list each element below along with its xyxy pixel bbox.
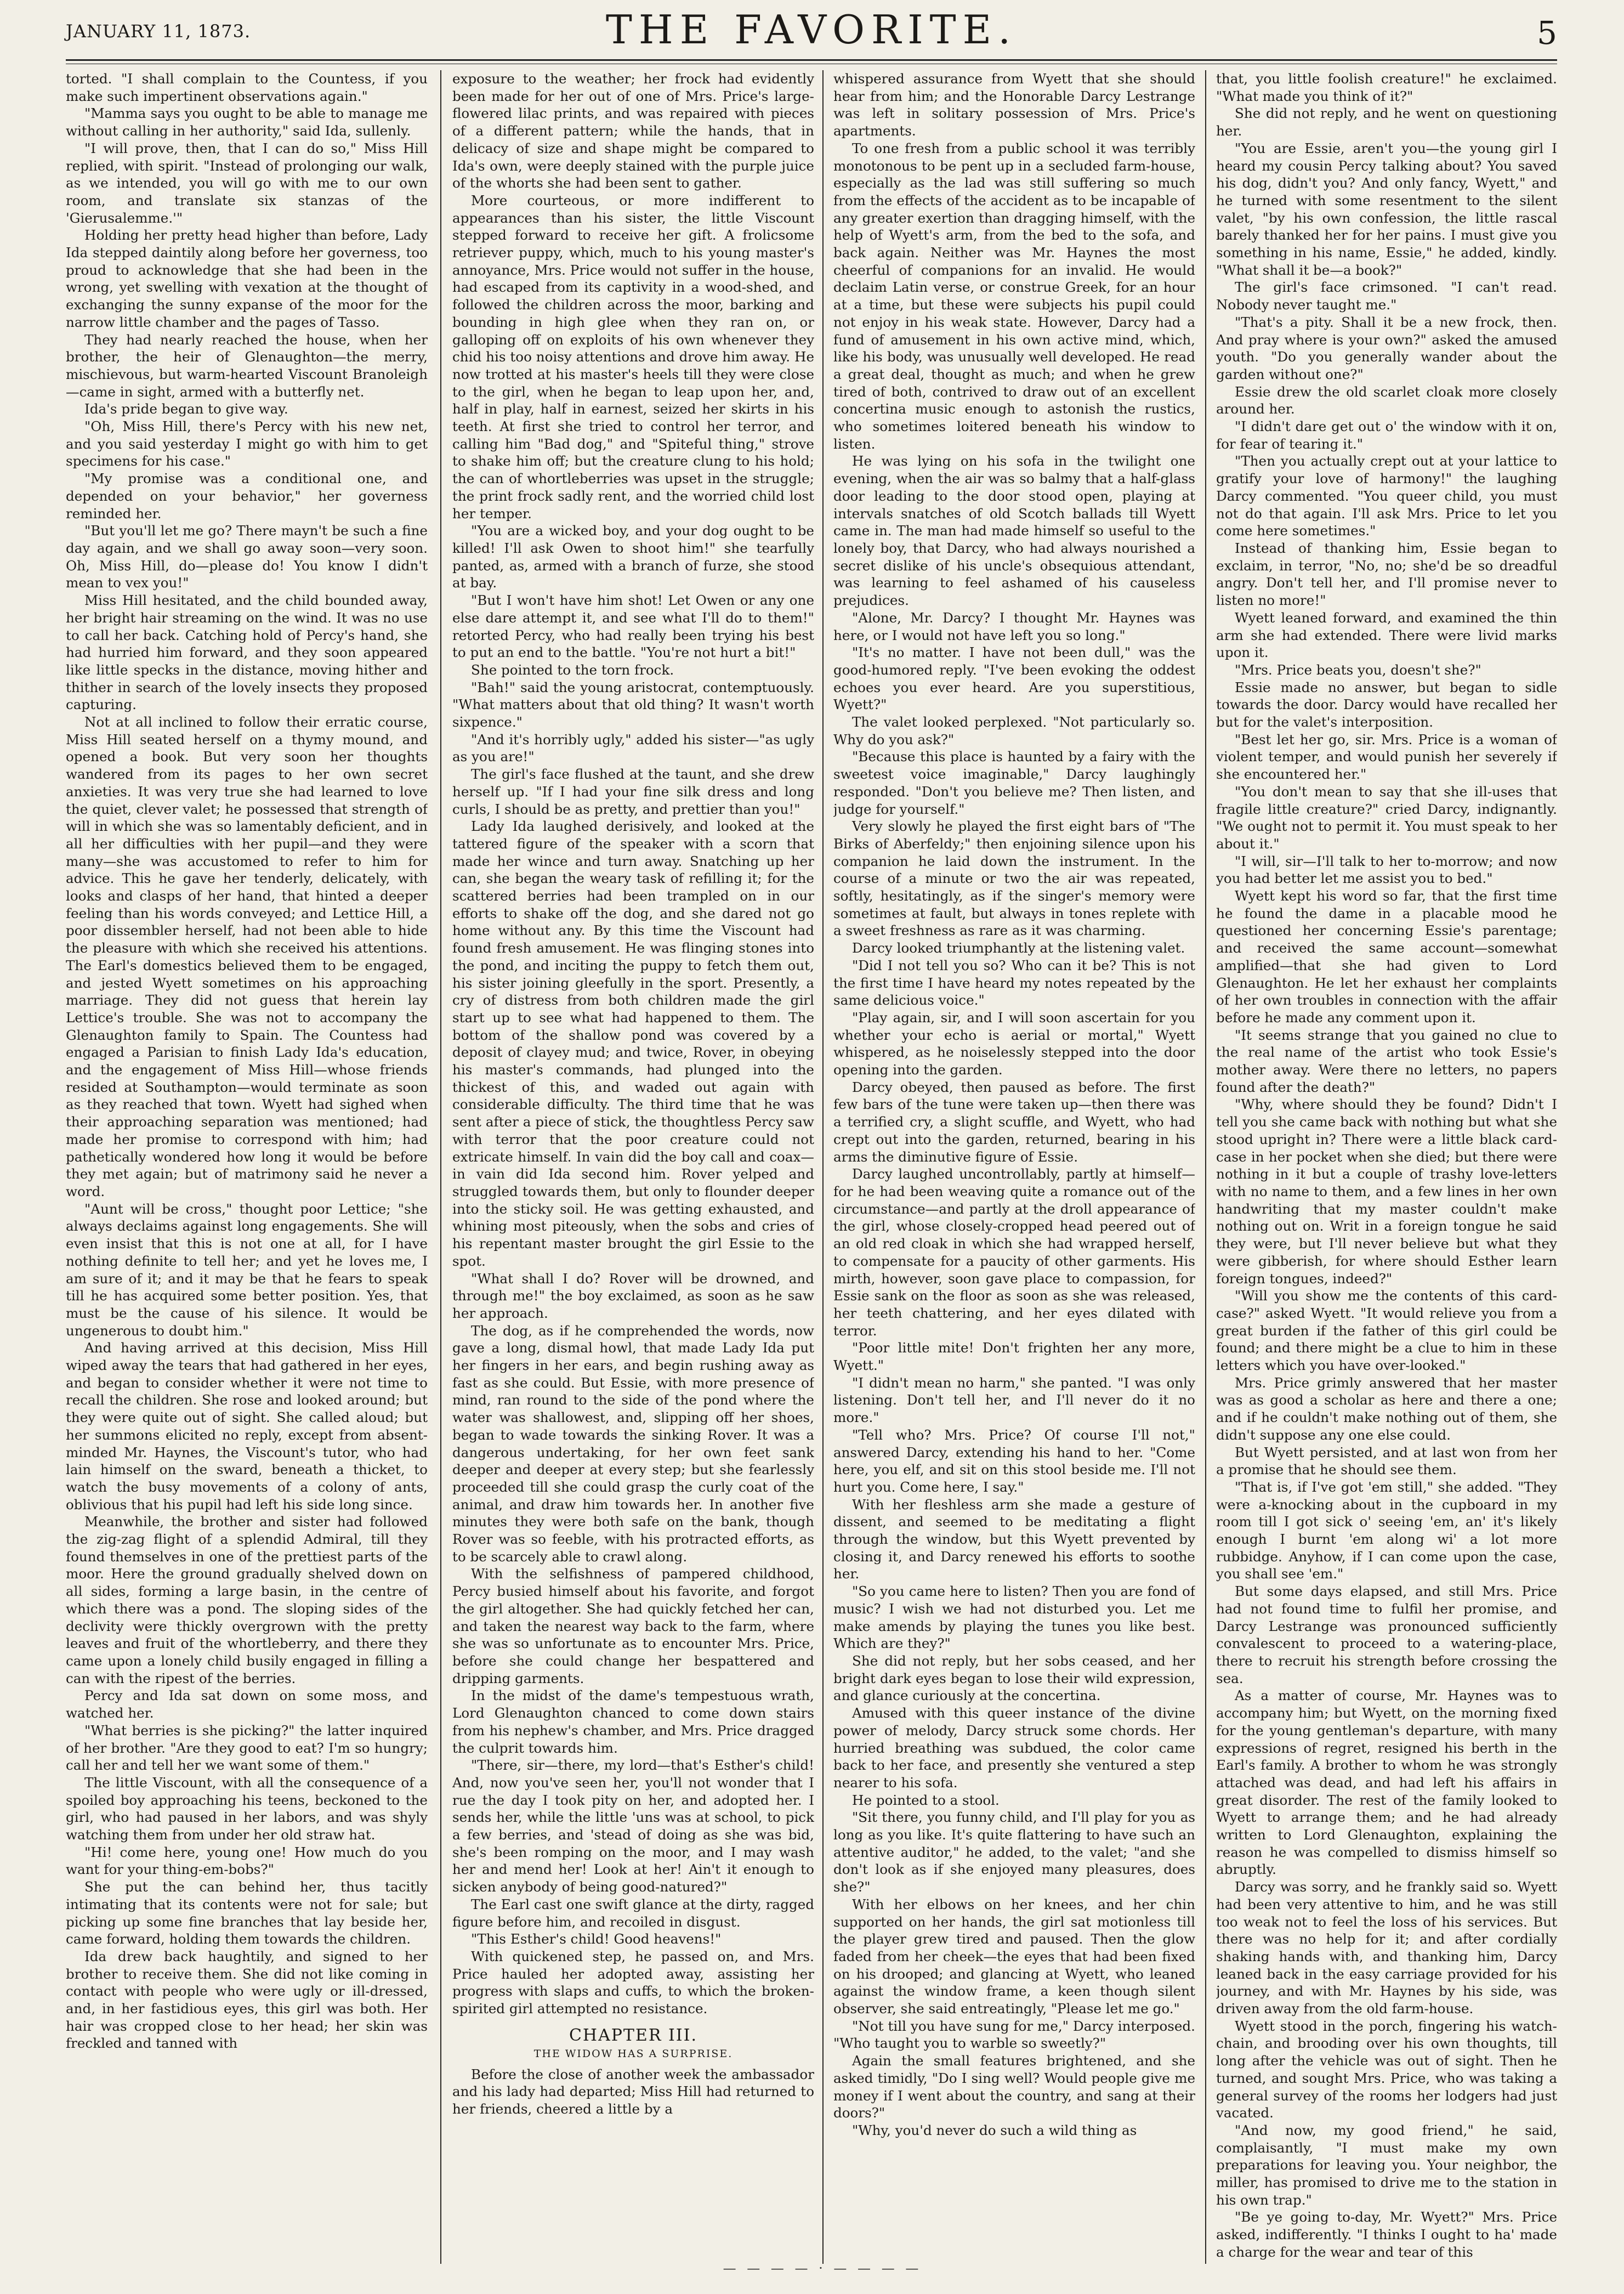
- paragraph: "But you'll let me go? There mayn't be such a fine day again, and we shall go away soon—very soon. Oh, Miss Hill, do—please do! You know I didn't mean to vex you!": [66, 523, 428, 591]
- paragraph: To one fresh from a public school it was terribly monotonous to be pent up in a secluded farm-house, especially as the lad was still suffering so much from the effects of the accident as to be incapable of any greater exertion than dragging himself, with the help of Wyett's arm, from the bed to the sofa, and back again. Neither was Mr. Haynes the most cheerful of companions for an invalid. He would declaim Latin verse, or construe Greek, for an hour at a time, but these were subjects his pupil could not enjoy in his weak state. However, Darcy had a fund of amusement in his own active mind, which, like his body, was unusually well developed. He read a great deal, thought as much; and when he grew tired of both, contrived to draw out of an excellent concertina music enough to astonish the rustics, who sometimes loitered beneath his window to listen.: [833, 140, 1195, 452]
- paragraph: The dog, as if he comprehended the words, now gave a long, dismal howl, that made Lady Ida put her fingers in her ears, and begin rushing away as fast as she could. But Essie, with more presence of mind, ran round to the side of the pond where the water was shallowest, and, slipping off her shoes, began to wade towards the sinking Rover. It was a dangerous undertaking, for her own feet sank deeper and deeper at every step; but she fearlessly proceeded till she could grasp the curly coat of the animal, and draw him towards her. In another five minutes they were both safe on the bank, though Rover was so feeble, with his protracted efforts, as to be scarcely able to crawl along.: [452, 1322, 814, 1565]
- paragraph: "I didn't dare get out o' the window with it on, for fear of tearing it.": [1216, 418, 1557, 452]
- paragraph: that, you little foolish creature!" he exclaimed. "What made you think of it?": [1216, 71, 1557, 104]
- paragraph: whispered assurance from Wyett that she should hear from him; and the Honorable Darcy Lestrange was left in solitary possession of Mrs. Price's apartments.: [833, 71, 1195, 139]
- paragraph: "That is, if I've got 'em still," she added. "They were a-knocking about in the cupboard in my room till I got sick o' seeing 'em, an' it's likely enough I burnt 'em along wi' a lot more rubbidge. Anyhow, if I can come upon the case, you shall see 'em.": [1216, 1479, 1557, 1582]
- paragraph: "You don't mean to say that she ill-uses that fragile little creature?" cried Darcy, indignantly. "We ought not to permit it. You must speak to her about it.": [1216, 783, 1557, 852]
- chapter-heading: CHAPTER III.: [569, 2025, 698, 2045]
- paragraph: But Wyett persisted, and at last won from her a promise that he should see them.: [1216, 1444, 1557, 1478]
- paragraph: Miss Hill hesitated, and the child bounded away, her bright hair streaming on the wind. It was no use to call her back. Catching hold of Percy's hand, she had hurried him forward, and they soon appeared like little specks in the distance, moving hither and thither in search of the lovely insects they proposed capturing.: [66, 592, 428, 713]
- paragraph: "Hi! come here, young one! How much do you want for your thing-em-bobs?": [66, 1844, 428, 1878]
- paragraph: Very slowly he played the first eight bars of "The Birks of Aberfeldy;" then enjoining silence upon his companion he laid down the instrument. In the course of a minute or two the air was repeated, softly, hesitatingly, as if the singer's memory were sometimes at fault, but always in tones replete with a sweet freshness as rare as it was charming.: [833, 818, 1195, 939]
- paragraph: "There, sir—there, my lord—that's Esther's child! And, now you've seen her, you'll not wonder that I rue the day I took pity on her, and adopted her. I sends her, while the little 'uns was at school, to pick a few berries, and 'stead of doing as she was bid, she's been romping on the moor, and I may wash her and mend her! Look at her! Ain't it enough to sicken anybody of being good-natured?": [452, 1757, 814, 1895]
- paragraph: "Not till you have sung for me," Darcy interposed. "Who taught you to warble so sweetly?": [833, 2018, 1195, 2052]
- paragraph: With her fleshless arm she made a gesture of dissent, and seemed to be meditating a flight through the window, but this Wyett prevented by closing it, and Darcy renewed his efforts to soothe her.: [833, 1496, 1195, 1582]
- paragraph: "Because this place is haunted by a fairy with the sweetest voice imaginable," Darcy laughingly responded. "Don't you believe me? Then listen, and judge for yourself.": [833, 749, 1195, 817]
- paragraph: "Mrs. Price beats you, doesn't she?": [1235, 661, 1481, 678]
- paper-title: THE FAVORITE.: [605, 7, 1018, 53]
- paragraph: She put the can behind her, thus tacitly intimating that its contents were not for sale; but picking up some fine branches that lay beside her, came forward, holding them towards the children.: [66, 1879, 428, 1947]
- paragraph: "Did I not tell you so? Who can it be? This is not the first time I have heard my notes repeated by the same delicious voice.": [833, 957, 1195, 1009]
- column-divider: [1205, 70, 1206, 2264]
- paragraph: She did not reply, but her sobs ceased, and her bright dark eyes began to lose their wild expression, and glance curiously at the concertina.: [833, 1652, 1195, 1704]
- column-divider: [440, 70, 441, 2264]
- columns: [66, 70, 1557, 2275]
- paragraph: As a matter of course, Mr. Haynes was to accompany him; but Wyett, on the morning fixed for the young gentleman's departure, with many expressions of regret, resigned his berth in the Earl's family. A brother to whom he was strongly attached was dead, and had left his affairs in great disorder. The rest of the family looked to Wyett to arrange them; and he had already written to Lord Glenaughton, explaining the reason he was compelled to dismiss himself so abruptly.: [1216, 1687, 1557, 1878]
- paragraph: And having arrived at this decision, Miss Hill wiped away the tears that had gathered in her eyes, and began to consider whether it were not time to recall the children. She rose and looked around; but they were quite out of sight. She called aloud; but her summons elicited no reply, except from absent-minded Mr. Haynes, the Viscount's tutor, who had lain himself on the sward, beneath a thicket, to watch the busy movements of a colony of ants, oblivious that his pupil had left his side long since.: [66, 1340, 428, 1513]
- paragraph: The little Viscount, with all the consequence of a spoiled boy approaching his teens, beckoned to the girl, who had paused in her labors, and was shyly watching them from under her old straw hat.: [66, 1774, 428, 1843]
- paragraph: "Alone, Mr. Darcy? I thought Mr. Haynes was here, or I would not have left you so long.": [833, 609, 1195, 643]
- paragraph: Not at all inclined to follow their erratic course, Miss Hill seated herself on a thymy mound, and opened a book. But very soon her thoughts wandered from its pages to her own secret anxieties. It was very true she had learned to love the quiet, clever valet; he possessed that strength of will in which she was so lamentably deficient, and in all her difficulties with her pupil—and they were many—she was accustomed to refer to him for advice. This he gave her tenderly, delicately, with looks and clasps of her hand, that hinted a deeper feeling than his words conveyed; and Lettice Hill, a poor dissembler herself, had not been able to hide the pleasure with which she received his attentions. The Earl's domestics believed them to be engaged, and jested Wyett sometimes on his approaching marriage. They did not guess that herein lay Lettice's trouble. She was not to accompany the Glenaughton family to Spain. The Countess had engaged a Parisian to finish Lady Ida's education, and the engagement of Miss Hill—whose friends resided at Southampton—would terminate as soon as they reached that town. Wyett had sighed when their approaching separation was mentioned; had made her promise to correspond with him; had pathetically wondered how long it would be before they met again; but of matrimony said he never a word.: [66, 714, 428, 1199]
- paragraph: With quickened step, he passed on, and Mrs. Price hauled her adopted away, assisting her progress with slaps and cuffs, to which the broken-spirited girl attempted no resistance.: [452, 1948, 814, 2017]
- column-divider: [822, 70, 824, 2264]
- paragraph: "And it's horribly ugly," added his sister—"as ugly as you are!": [452, 731, 814, 765]
- column-2: [452, 70, 814, 2275]
- paragraph: The girl's face crimsoned. "I can't read. Nobody never taught me.": [1216, 279, 1557, 313]
- paragraph: "Will you show me the contents of this card-case?" asked Wyett. "It would relieve you from a great burden if the father of this girl could be found; and there might be a clue to him in these letters which you have over-looked.": [1216, 1288, 1557, 1374]
- paragraph: "That's a pity. Shall it be a new frock, then. And pray where is your own?" asked the amused youth. "Do you generally wander about the garden without one?": [1216, 314, 1557, 382]
- paragraph: Darcy obeyed, then paused as before. The first few bars of the tune were taken up—then there was a terrified cry, a slight scuffle, and Wyett, who had crept out into the garden, returned, bearing in his arms the diminutive figure of Essie.: [833, 1079, 1195, 1165]
- paragraph: "I didn't mean no harm," she panted. "I was only listening. Don't tell her, and I'll never do it no more.": [833, 1374, 1195, 1426]
- paragraph: "Sit there, you funny child, and I'll play for you as long as you like. It's quite flattering to have such an attentive auditor," he added, to the valet; "and she don't look as if she enjoyed many pleasures, does she?": [833, 1809, 1195, 1895]
- paragraph: Amused with this queer instance of the divine power of melody, Darcy struck some chords. Her hurried breathing was subdued, the color came back to her face, and presently she ventured a step nearer to his sofa.: [833, 1705, 1195, 1791]
- paragraph: Percy and Ida sat down on some moss, and watched her.: [66, 1687, 428, 1721]
- issue-date: JANUARY 11, 1873.: [66, 21, 251, 42]
- paragraph: "And now, my good friend," he said, complaisantly, "I must make my own preparations for leaving you. Your neighbor, the miller, has promised to drive me to the station in his own trap.": [1216, 2122, 1557, 2208]
- paragraph: exposure to the weather; her frock had evidently been made for her out of one of Mrs. Price's large-flowered lilac prints, and was repaired with pieces of a different pattern; while the hands, that in delicacy of size and shape might be compared to Ida's own, were deeply stained with the purple juice of the whorts she had been sent to gather.: [452, 71, 814, 191]
- paragraph: "I will prove, then, that I can do so," Miss Hill replied, with spirit. "Instead of prolonging our walk, as we intended, you will go with me to our own room, and translate six stanzas of the 'Gierusalemme.'": [66, 140, 428, 226]
- chapter-subheading: THE WIDOW HAS A SURPRISE.: [533, 2047, 733, 2060]
- paragraph: "But I won't have him shot! Let Owen or any one else dare attempt it, and see what I'll do to them!" retorted Percy, who had really been trying his best to put an end to the battle. "You're not hurt a bit!": [452, 592, 814, 661]
- paragraph: Essie drew the old scarlet cloak more closely around her.: [1216, 383, 1557, 417]
- paragraph: Wyett kept his word so far, that the first time he found the dame in a placable mood he questioned her concerning Essie's parentage; and received the same account—somewhat amplified—that she had given to Lord Glenaughton. He let her exhaust her complaints of her own troubles in connection with the affair before he made any comment upon it.: [1216, 888, 1557, 1026]
- paragraph: torted. "I shall complain to the Countess, if you make such impertinent observations again.": [66, 71, 428, 104]
- column-3: [833, 70, 1195, 2275]
- paragraph: "So you came here to listen? Then you are fond of music? I wish we had not disturbed you. Let me make amends by playing the tunes you like best. Which are they?": [833, 1583, 1195, 1652]
- paragraph: "Mamma says you ought to be able to manage me without calling in her authority," said Ida, sullenly.: [66, 105, 428, 139]
- paragraph: She did not reply, and he went on questioning her.: [1216, 105, 1557, 139]
- paragraph: "Bah!" said the young aristocrat, contemptuously. "What matters about that old thing? It wasn't worth sixpence.": [452, 679, 814, 730]
- paragraph: Lady Ida laughed derisively, and looked at the tattered figure of the speaker with a scorn that made her wince and turn away. Snatching up her can, she began the weary task of refilling it; for the scattered berries had been trampled on in our efforts to shake off the dog, and she dared not go home without any. By this time the Viscount had found fresh amusement. He was flinging stones into the pond, and inciting the puppy to fetch them out, his sister joining gleefully in the sport. Presently, a cry of distress from both children made the girl start up to see what had happened to them. The bottom of the shallow pond was covered by a deposit of clayey mud; and twice, Rover, in obeying his master's commands, had plunged into the thickest of this, and waded out again with considerable difficulty. The third time that he was sent after a piece of stick, the thoughtless Percy saw with terror that the poor creature could not extricate himself. In vain did the boy call and coax—in vain did Ida second him. Rover yelped and struggled towards them, but only to flounder deeper into the sticky soil. He was getting exhausted, and whining most piteously, when the sobs and cries of his repentant master brought the girl Essie to the spot.: [452, 818, 814, 1269]
- paragraph: "Best let her go, sir. Mrs. Price is a woman of violent temper, and would punish her severely if she encountered her.": [1216, 731, 1557, 783]
- paragraph: Essie made no answer, but began to sidle towards the door. Darcy would have recalled her but for the valet's interposition.: [1216, 679, 1557, 730]
- paragraph: "Why, you'd never do such a wild thing as: [852, 2122, 1137, 2138]
- paragraph: "What berries is she picking?" the latter inquired of her brother. "Are they good to eat? I'm so hungry; call her and tell her we want some of them.": [66, 1722, 428, 1774]
- paragraph: "Poor little mite! Don't frighten her any more, Wyett.": [833, 1340, 1195, 1374]
- paragraph: With the selfishness of pampered childhood, Percy busied himself about his favorite, and forgot the girl altogether. She had quickly fetched her can, and taken the nearest way back to the farm, where she was so unfortunate as to encounter Mrs. Price, before she could change her bespattered and dripping garments.: [452, 1566, 814, 1686]
- column-1: [66, 70, 428, 2275]
- paragraph: Ida drew back haughtily, and signed to her brother to receive them. She did not like coming in contact with people who were ugly or ill-dressed, and, in her fastidious eyes, this girl was both. Her hair was cropped close to her head; her skin was freckled and tanned with: [66, 1948, 428, 2052]
- paragraph: Darcy looked triumphantly at the listening valet.: [852, 940, 1185, 956]
- paragraph: "Be ye going to-day, Mr. Wyett?" Mrs. Price asked, indifferently. "I thinks I ought to ha' made a charge for the wear and tear of this: [1216, 2209, 1557, 2260]
- paragraph: "It's no matter. I have not been dull," was the good-humored reply. "I've been evoking the oddest echoes you ever heard. Are you superstitious, Wyett?": [833, 644, 1195, 713]
- paragraph: She pointed to the torn frock.: [471, 661, 674, 678]
- paragraph: "What shall I do? Rover will be drowned, and through me!" the boy exclaimed, as soon as he saw her approach.: [452, 1270, 814, 1321]
- paragraph: He pointed to a stool.: [852, 1792, 1000, 1808]
- paragraph: With her elbows on her knees, and her chin supported on her hands, the girl sat motionless till the player grew tired and paused. Then the glow faded from her cheek—the eyes that had been fixed on his drooped; and glancing at Wyett, who leaned against the window frame, a keen though silent observer, she said entreatingly, "Please let me go.": [833, 1896, 1195, 2017]
- paragraph: "Then you actually crept out at your lattice to gratify your love of harmony!" the laughing Darcy commented. "You queer child, you must not do that again. I'll ask Mrs. Price to let you come here sometimes.": [1216, 453, 1557, 539]
- paragraph: "Oh, Miss Hill, there's Percy with his new net, and you said yesterday I might go with him to get specimens for his case.": [66, 418, 428, 469]
- paragraph: "Why, where should they be found? Didn't I tell you she came back with nothing but what she stood upright in? There were a little black card-case in her pocket when she died; but there were nothing in it but a couple of trashy love-letters with no name to them, and a few lines in her own handwriting that my master couldn't make nothing out on. Writ in a foreign tongue he said they were, but I'll never believe but what they were gibberish, for where should Esther learn foreign tongues, indeed?": [1216, 1096, 1557, 1287]
- footer-ornament: — — — — · — — — —: [723, 2261, 922, 2276]
- paragraph: "I will, sir—I'll talk to her to-morrow; and now you had better let me assist you to bed.": [1216, 853, 1557, 887]
- paragraph: "My promise was a conditional one, and depended on your behavior," her governess reminded her.: [66, 471, 428, 522]
- paragraph: They had nearly reached the house, when her brother, the heir of Glenaughton—the merry, mischievous, but warm-hearted Viscount Branoleigh—came in sight, armed with a butterfly net.: [66, 331, 428, 400]
- paragraph: The valet looked perplexed. "Not particularly so. Why do you ask?": [833, 714, 1195, 747]
- paragraph: Instead of thanking him, Essie began to exclaim, in terror, "No, no; she'd be so dreadful angry. Don't tell her, and I'll promise never to listen no more!": [1216, 540, 1557, 609]
- masthead-rule: [66, 59, 1557, 61]
- paragraph: The Earl cast one swift glance at the dirty, ragged figure before him, and recoiled in disgust.: [452, 1896, 814, 1930]
- paragraph: "You are a wicked boy, and your dog ought to be killed! I'll ask Owen to shoot him!" she tearfully panted, as, armed with a branch of furze, she stood at bay.: [452, 523, 814, 591]
- paragraph: "Tell who? Mrs. Price? Of course I'll not," answered Darcy, extending his hand to her. "Come here, you elf, and sit on this stool beside me. I'll not hurt you. Come here, I say.": [833, 1426, 1195, 1495]
- paragraph: Mrs. Price grimly answered that her master was as good a scholar as here and there a one; and if he couldn't make nothing out of them, she didn't suppose any one else could.: [1216, 1374, 1557, 1443]
- paragraph: "You are Essie, aren't you—the young girl I heard my cousin Percy talking about? You saved his dog, didn't you? And only fancy, Wyett," and he turned with some resentment to the silent valet, "by his own confession, the little rascal barely thanked her for her pains. I must give you something in his name, Essie," he added, kindly. "What shall it be—a book?": [1216, 140, 1557, 278]
- paragraph: More courteous, or more indifferent to appearances than his sister, the little Viscount stepped forward to receive her gift. A frolicsome retriever puppy, which, much to his young master's annoyance, Mrs. Price would not suffer in the house, had escaped from its captivity in a wood-shed, and followed the children across the moor, barking and bounding in high glee when they ran on, or galloping off on exploits of his own whenever they chid his too noisy attentions and drove him away. He now trotted at his master's heels till they were close to the girl, when he began to leap upon her, and, half in play, half in earnest, seized her skirts in his teeth. At first she tried to control her terror, and calling him "Bad dog," and "Spiteful thing," strove to shake him off; but the creature clung to his hold; the can of whortleberries was upset in the struggle; the print frock sadly rent, and the worried child lost her temper.: [452, 192, 814, 522]
- paragraph: "Aunt will be cross," thought poor Lettice; "she always declaims against long engagements. She will even insist that this is not one at all, for I have nothing definite to tell her; and yet he loves me, I am sure of it; and it may be that he fears to speak till he has acquired some better position. Yes, that must be the cause of his silence. It would be ungenerous to doubt him.": [66, 1200, 428, 1339]
- paragraph: The girl's face flushed at the taunt, and she drew herself up. "If I had your fine silk dress and long curls, I should be as pretty, and prettier than you!": [452, 766, 814, 817]
- paragraph: Before the close of another week the ambassador and his lady had departed; Miss Hill had returned to her friends, cheered a little by a: [452, 2066, 814, 2117]
- paragraph: Again the small features brightened, and she asked timidly, "Do I sing well? Would people give me money if I went about the country, and sang at their doors?": [833, 2053, 1195, 2121]
- paragraph: He was lying on his sofa in the twilight one evening, when the air was so balmy that a half-glass door leading to the door stood open, playing at intervals snatches of old Scotch ballads till Wyett came in. The man had made himself so useful to the lonely boy, that Darcy, who had always nourished a secret dislike of his uncle's obsequious attendant, was learning to feel ashamed of his causeless prejudices.: [833, 453, 1195, 609]
- masthead: [66, 4, 1557, 65]
- paragraph: Darcy laughed uncontrollably, partly at himself—for he had been weaving quite a romance out of the circumstance—and partly at the droll appearance of the girl, whose closely-cropped head peered out of an old red cloak in which she had wrapped herself, to compensate for a paucity of other garments. His mirth, however, soon gave place to compassion, for Essie sank on the floor as soon as she was released, her teeth chattering, and her eyes dilated with terror.: [833, 1166, 1195, 1339]
- paragraph: "This Esther's child! Good heavens!": [471, 1931, 722, 1947]
- paragraph: Wyett leaned forward, and examined the thin arm she had extended. There were livid marks upon it.: [1216, 609, 1557, 661]
- paragraph: Meanwhile, the brother and sister had followed the zig-zag flight of a splendid Admiral, till they found themselves in one of the prettiest parts of the moor. Here the ground gradually shelved down on all sides, forming a large basin, in the centre of which there was a pond. The sloping sides of the declivity were thickly overgrown with the pretty leaves and fruit of the whortleberry, and there they came upon a lonely child busily engaged in filling a can with the ripest of the berries.: [66, 1514, 428, 1686]
- paragraph: "It seems strange that you gained no clue to the real name of the artist who took Essie's mother away. Were there no letters, no papers found after the death?": [1216, 1027, 1557, 1095]
- paragraph: Holding her pretty head higher than before, Lady Ida stepped daintily along before her governess, too proud to acknowledge that she had been in the wrong, yet swelling with vexation at the thought of exchanging the sunny expanse of the moor for the narrow little chamber and the pages of Tasso.: [66, 227, 428, 330]
- paragraph: Wyett stood in the porch, fingering his watch-chain, and brooding over his own thoughts, till long after the vehicle was out of sight. Then he turned, and sought Mrs. Price, who was taking a general survey of the rooms her lodgers had just vacated.: [1216, 2018, 1557, 2121]
- paragraph: Darcy was sorry, and he frankly said so. Wyett had been very attentive to him, and he was still too weak not to feel the loss of his services. But there was no help for it; and after cordially shaking hands with, and thanking him, Darcy leaned back in the easy carriage provided for his journey, and with Mr. Haynes by his side, was driven away from the old farm-house.: [1216, 1879, 1557, 2017]
- paragraph: But some days elapsed, and still Mrs. Price had not found time to fulfil her promise, and Darcy Lestrange was pronounced sufficiently convalescent to proceed to a watering-place, there to recruit his strength before crossing the sea.: [1216, 1583, 1557, 1686]
- paragraph: In the midst of the dame's tempestuous wrath, Lord Glenaughton chanced to come down stairs from his nephew's chamber, and Mrs. Price dragged the culprit towards him.: [452, 1687, 814, 1756]
- paragraph: "Play again, sir, and I will soon ascertain for you whether your echo is aerial or mortal," Wyett whispered, as he noiselessly stepped into the door opening into the garden.: [833, 1009, 1195, 1078]
- page-number: 5: [1537, 14, 1557, 52]
- paragraph: Ida's pride began to give way.: [84, 401, 288, 417]
- column-4: [1216, 70, 1557, 2275]
